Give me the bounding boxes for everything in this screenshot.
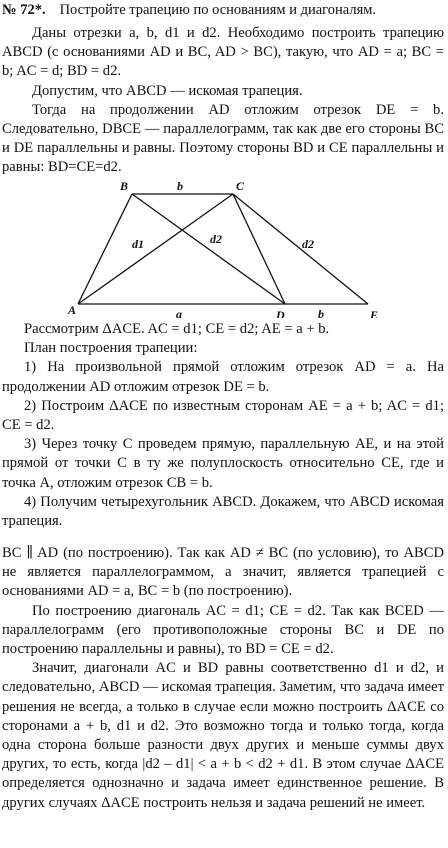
label-d1: d1 (132, 237, 144, 251)
proof-block (2, 544, 444, 813)
proof-paragraph-1: BC ∥ AD (по построению). Так как AD ≠ BC (по условию), то ABCD не является параллелограммом, а значит, является трапецией с основаниями AD = a, BC = b (по построению). (2, 545, 444, 600)
problem-title: Постройте трапецию по основаниям и диагоналям. (59, 2, 377, 18)
label-ad-length: a (176, 307, 182, 318)
intro-block (2, 24, 444, 178)
label-d2-ce: d2 (302, 237, 314, 251)
label-d-point: D (276, 308, 285, 318)
assume-paragraph: Допустим, что ABCD — искомая трапеция. (32, 82, 303, 99)
reason-paragraph: Тогда на продолжении AD отложим отрезок DE = b. Следовательно, DBCE — параллелограмм, так как две его стороны BC и DE параллельны и равны. Поэтому стороны BD и CE параллельны и равны: BD=CE=d2. (2, 101, 444, 176)
label-d2-diagonal: d2 (210, 232, 222, 246)
label-a-point: A (68, 303, 77, 317)
label-e-point: E (370, 308, 379, 318)
label-de-length: b (318, 307, 324, 318)
segment-ce (233, 194, 368, 304)
given-paragraph: Даны отрезки a, b, d1 и d2. Необходимо построить трапецию ABCD (с основаниями AD и BC, AD > BC), такую, что AD = a; BC = b; AC = d; BD = d2. (2, 25, 444, 80)
plan-block (2, 320, 444, 531)
side-cd (233, 194, 285, 304)
plan-step-1: 1) На произвольной прямой отложим отрезок AD = a. На продолжении AD отложим отрезок DE = b. (2, 359, 444, 395)
plan-step-3: 3) Через точку C проведем прямую, параллельную AE, и на этой прямой от точки C в ту же полуплоскость относительно CE, где и точка A, отложим отрезок CB = b. (2, 436, 444, 491)
side-ab (78, 194, 132, 304)
problem-header (2, 2, 446, 19)
plan-heading: План построения трапеции: (24, 340, 198, 357)
problem-number: № 72*. (2, 2, 46, 18)
label-c-point: C (236, 179, 245, 193)
plan-step-4: 4) Получим четырехугольник ABCD. Докажем, что ABCD искомая трапеция. (2, 493, 444, 530)
proof-paragraph-3: Значит, диагонали AC и BD равны соответственно d1 и d2, и следовательно, ABCD — искомая трапеция. Заметим, что задача имеет решения не всегда, а только в случае если можно построить ΔACE со сторонами a + b, d1 и d2. Это возможно тогда и только тогда, когда одна сторона больше разности двух других и меньше суммы двух других, то есть, когда |d2 – d1| < a + b < d2 + d1. В этом случае ΔACE определяется однозначно и задача имеет единственное решение. В других случаях ΔACE построить нельзя и задача решений не имеет. (2, 660, 444, 811)
label-b-point: B (120, 179, 129, 193)
label-bc-length: b (177, 179, 183, 193)
consider-line: Рассмотрим ΔACE. AC = d1; CE = d2; AE = a + b. (24, 321, 330, 337)
proof-paragraph-2: По построению диагональ AC = d1; CE = d2. Так как BCED — параллелограмм (его противоположные стороны BC и DE по построению параллельны и равны), то BD = CE = d2. (2, 602, 444, 658)
trapezoid-figure (40, 176, 400, 318)
plan-step-2: 2) Построим ΔACE по известным сторонам AE = a + b; AC = d1; CE = d2. (2, 397, 444, 434)
